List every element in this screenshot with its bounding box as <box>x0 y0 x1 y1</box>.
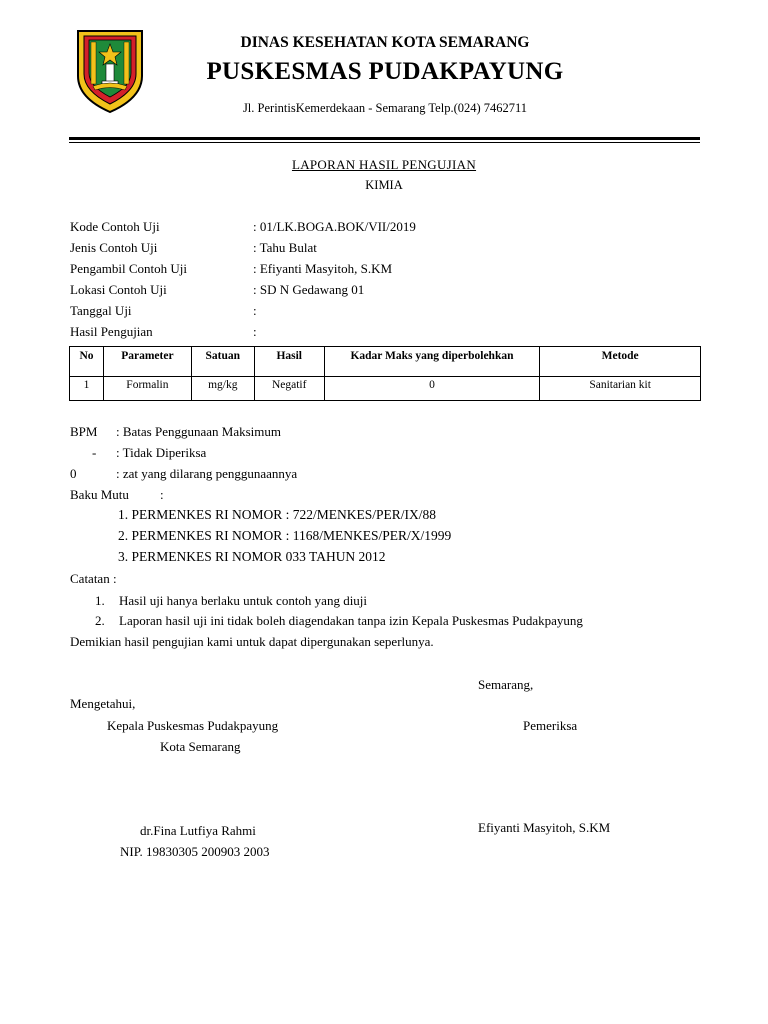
header-divider-thin <box>69 142 700 143</box>
examiner-title: Pemeriksa <box>523 718 578 733</box>
test-date-label: Tanggal Uji <box>70 303 132 318</box>
column-header-max-level: Kadar Maks yang diperbolehkan <box>324 347 540 377</box>
column-header-result: Hasil <box>254 347 324 377</box>
sample-location-value: : SD N Gedawang 01 <box>253 282 365 297</box>
table-cell-method: Sanitarian kit <box>540 377 701 401</box>
table-header-row <box>70 347 701 377</box>
column-header-no: No <box>70 347 104 377</box>
sample-type-label: Jenis Contoh Uji <box>70 240 158 255</box>
results-table <box>69 346 701 401</box>
examiner-name: Efiyanti Masyitoh, S.KM <box>478 820 611 835</box>
column-header-method: Metode <box>540 347 701 377</box>
legend-text-zero: : zat yang dilarang penggunaannya <box>116 466 298 481</box>
head-name: dr.Fina Lutfiya Rahmi <box>140 823 256 838</box>
legend-text-dash: : Tidak Diperiksa <box>116 445 207 460</box>
table-cell-parameter: Formalin <box>103 377 191 401</box>
head-title: Kepala Puskesmas Pudakpayung <box>107 718 279 733</box>
sample-collector-label: Pengambil Contoh Uji <box>70 261 187 276</box>
sample-code-label: Kode Contoh Uji <box>70 219 160 234</box>
note-number: 1. <box>95 593 105 608</box>
quality-standard-item: 2. PERMENKES RI NOMOR : 1168/MENKES/PER/X/1999 <box>118 528 452 543</box>
quality-standard-item: 1. PERMENKES RI NOMOR : 722/MENKES/PER/IX/88 <box>118 507 437 522</box>
table-cell-result: Negatif <box>254 377 324 401</box>
quality-standard-colon: : <box>160 487 164 502</box>
test-result-label: Hasil Pengujian <box>70 324 153 339</box>
institution-address: Jl. PerintisKemerdekaan - Semarang Telp.(024) 7462711 <box>242 101 528 115</box>
note-number: 2. <box>95 613 105 628</box>
header-divider-thick <box>69 137 700 140</box>
sample-location-label: Lokasi Contoh Uji <box>70 282 167 297</box>
column-header-parameter: Parameter <box>103 347 191 377</box>
legend-text-bpm: : Batas Penggunaan Maksimum <box>116 424 282 439</box>
legend-key-bpm: BPM <box>70 424 98 439</box>
head-nip: NIP. 19830305 200903 2003 <box>120 844 270 859</box>
sample-code-value: : 01/LK.BOGA.BOK/VII/2019 <box>253 219 416 234</box>
institution-name: PUSKESMAS PUDAKPAYUNG <box>206 58 564 85</box>
report-subtitle: KIMIA <box>365 178 403 192</box>
legend-key-dash: - <box>92 445 97 460</box>
table-cell-unit: mg/kg <box>191 377 254 401</box>
quality-standard-label: Baku Mutu <box>70 487 129 502</box>
quality-standard-item: 3. PERMENKES RI NOMOR 033 TAHUN 2012 <box>118 549 386 564</box>
sample-type-value: : Tahu Bulat <box>253 240 317 255</box>
acknowledged-label: Mengetahui, <box>70 696 136 711</box>
test-date-value: : <box>253 303 257 318</box>
closing-statement: Demikian hasil pengujian kami untuk dapat dipergunakan seperlunya. <box>70 634 434 649</box>
sample-collector-value: : Efiyanti Masyitoh, S.KM <box>253 261 393 276</box>
note-text: Laporan hasil uji ini tidak boleh diagendakan tanpa izin Kepala Puskesmas Pudakpayung <box>119 613 583 628</box>
table-row <box>70 377 701 401</box>
column-header-unit: Satuan <box>191 347 254 377</box>
head-city: Kota Semarang <box>160 739 241 754</box>
legend-key-zero: 0 <box>70 466 77 481</box>
test-result-value: : <box>253 324 257 339</box>
report-title: LAPORAN HASIL PENGUJIAN <box>291 157 477 172</box>
note-text: Hasil uji hanya berlaku untuk contoh yang diuji <box>119 593 368 608</box>
table-cell-max-level: 0 <box>324 377 540 401</box>
table-cell-no: 1 <box>70 377 104 401</box>
signature-place: Semarang, <box>478 677 534 692</box>
notes-label: Catatan : <box>70 571 117 586</box>
agency-name: DINAS KESEHATAN KOTA SEMARANG <box>240 34 530 51</box>
